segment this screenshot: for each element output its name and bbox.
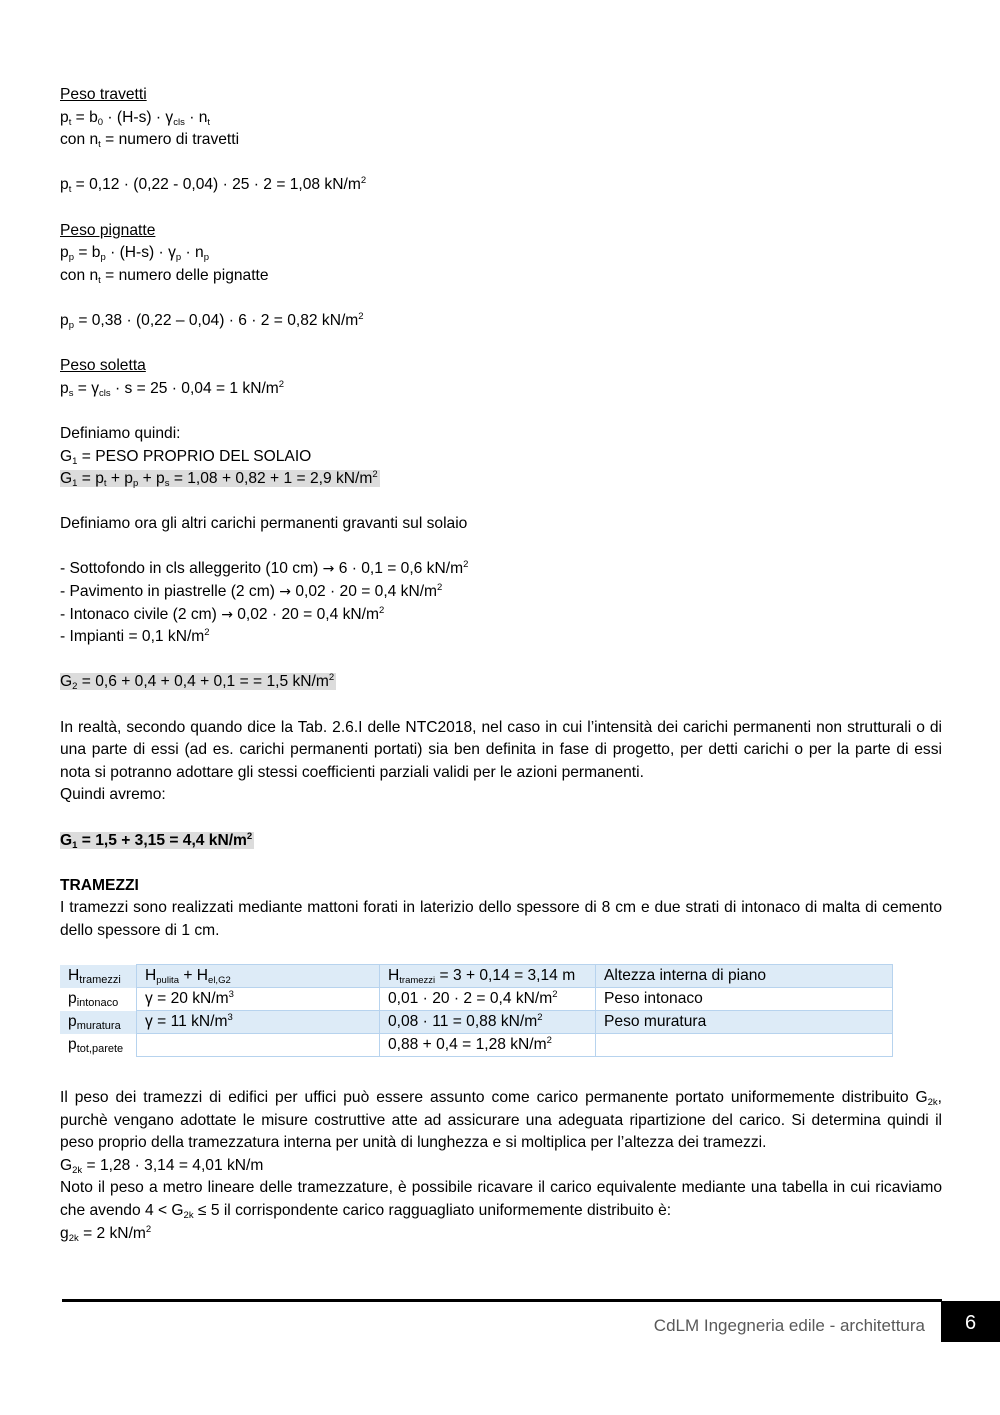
g1-definition: $G_1$ = PESO PROPRIO DEL SOLAIO [60, 447, 312, 467]
g1-result: $G_1 = 1,5 + 3,15 = 4,4$ $kN/m^2$ [60, 830, 253, 851]
tramezzi-table [60, 964, 893, 1057]
page-number: 6 [941, 1301, 1000, 1342]
table-cell: 0,08 · 11 = 0,88 $kN/m^2$ [380, 1011, 596, 1034]
g2k-result: $g_{2k} = 2$ $kN/m^2$ [60, 1223, 152, 1244]
table-cell: $H_{tramezzi}$ [60, 965, 137, 988]
table-cell: Peso muratura [596, 1011, 893, 1034]
table-cell: $p_{intonaco}$ [68, 990, 119, 1009]
formula-pt: $p_t = b_0 \cdot (H-s) \cdot \gamma_{cls} \cdot n_t$ [60, 108, 211, 128]
table-cell [596, 1034, 893, 1057]
table-cell: Peso intonaco [596, 988, 893, 1011]
g2-item-sottofondo: - Sottofondo in cls alleggerito (10 cm) → 6 · 0,1 = 0,6 $kN/m^2$ [60, 559, 469, 578]
g2-formula: $G_2 = 0,6 + 0,4 + 0,4 + 0,1$ = = 1,5 $kN/m^2$ [60, 672, 335, 693]
table-cell: 0,01 · 20 · 2 = 0,4 $kN/m^2$ [380, 988, 596, 1011]
note-np: con $n_t$ = numero delle pignatte [60, 266, 269, 286]
table-row [60, 1011, 893, 1034]
table-cell: γ = 20 $kN/m^3$ [137, 988, 380, 1011]
tramezzi-conclusion [60, 1087, 942, 1245]
page-body [60, 84, 942, 943]
calc-ps: $p_s = \gamma_{cls} \cdot s = 25 \cdot 0,04 = 1$ $kN/m^2$ [60, 378, 285, 399]
table-row [60, 988, 893, 1011]
calc-pp: $p_p = 0,38 \cdot (0,22 - 0,04) \cdot 6 \cdot 2 = 0,82$ $kN/m^2$ [60, 310, 364, 331]
calc-pt: $p_t = 0,12 \cdot (0,22 - 0,04) \cdot 25 \cdot 2 = 1,08$ $kN/m^2$ [60, 175, 367, 196]
table-cell [137, 1034, 380, 1057]
ntc-paragraph: In realtà, secondo quando dice la Tab. 2.6.I delle NTC2018, nel caso in cui l’intensità dei carichi permanenti non strutturali o di una parte di essi (ad es. carichi permanenti portati) sia ben definita in fase di progetto, per detti carichi o per la parte di essi nota si potranno adottare gli stessi coefficienti parziali validi per le azioni permanenti. [60, 718, 942, 781]
g1-intro: Definiamo quindi: [60, 424, 181, 442]
table-row [60, 965, 893, 988]
table-cell: $H_{tramezzi} = 3 + 0,14 = 3,14$ m [380, 965, 596, 988]
table-cell: $H_{pulita} + H_{el,G2}$ [137, 965, 380, 988]
g2-item-impianti: - Impianti = 0,1 $kN/m^2$ [60, 627, 210, 646]
heading-peso-soletta: Peso soletta [60, 357, 146, 375]
g2-intro: Definiamo ora gli altri carichi permanenti gravanti sul solaio [60, 515, 468, 533]
g2-item-intonaco: - Intonaco civile (2 cm) → 0,02 · 20 = 0,4 $kN/m^2$ [60, 604, 385, 623]
heading-tramezzi: TRAMEZZI [60, 876, 139, 894]
heading-peso-pignatte: Peso pignatte [60, 221, 156, 239]
footer-rule [62, 1299, 942, 1302]
g2-item-pavimento: - Pavimento in piastrelle (2 cm) → 0,02 · 20 = 0,4 $kN/m^2$ [60, 582, 443, 601]
tramezzi-paragraph-3: Noto il peso a metro lineare delle tramezzature, è possibile ricavare il carico equivalente mediante una tabella in cui ricaviamo che avendo $4 < G_{2k} \le 5$ il corrispondente carico ragguagliato uniformemente distribuito è: [60, 1179, 942, 1221]
tramezzi-paragraph: I tramezzi sono realizzati mediante mattoni forati in laterizio dello spessore di 8 cm e due strati di intonaco di malta di cemento dello spessore di 1 cm. [60, 899, 942, 939]
table-cell: 0,88 + 0,4 = 1,28 $kN/m^2$ [380, 1034, 596, 1057]
heading-peso-travetti: Peso travetti [60, 86, 147, 103]
table-cell: $p_{tot,parete}$ [68, 1036, 124, 1055]
table-cell: $p_{muratura}$ [60, 1011, 137, 1034]
formula-pp: $p_p = b_p \cdot (H-s) \cdot \gamma_p \cdot n_p$ [60, 244, 210, 264]
tramezzi-paragraph-2: Il peso dei tramezzi di edifici per uffici può essere assunto come carico permanente portato uniformemente distribuito $G_{2k}$, purchè vengano adottate le misure costruttive atte ad assicurare una adeguata ripartizione del carico. Si determina quindi il peso proprio della tramezzatura interna per unità di lunghezza e si moltiplica per l’altezza dei tramezzi. [60, 1089, 942, 1152]
footer-text: CdLM Ingegneria edile - architettura [653, 1316, 925, 1335]
table-cell: γ = 11 $kN/m^3$ [137, 1011, 380, 1034]
then-line: Quindi avremo: [60, 786, 166, 804]
table-cell: Altezza interna di piano [596, 965, 893, 988]
table-row [60, 1034, 893, 1057]
g2k-calc: $G_{2k} = 1,28 \cdot 3,14 = 4,01$ kN/m [60, 1156, 264, 1176]
g1-formula: $G_1 = p_t + p_p + p_s = 1,08 + 0,82 + 1 = 2,9$ $kN/m^2$ [60, 469, 378, 490]
note-nt: con $n_t$ = numero di travetti [60, 131, 240, 151]
